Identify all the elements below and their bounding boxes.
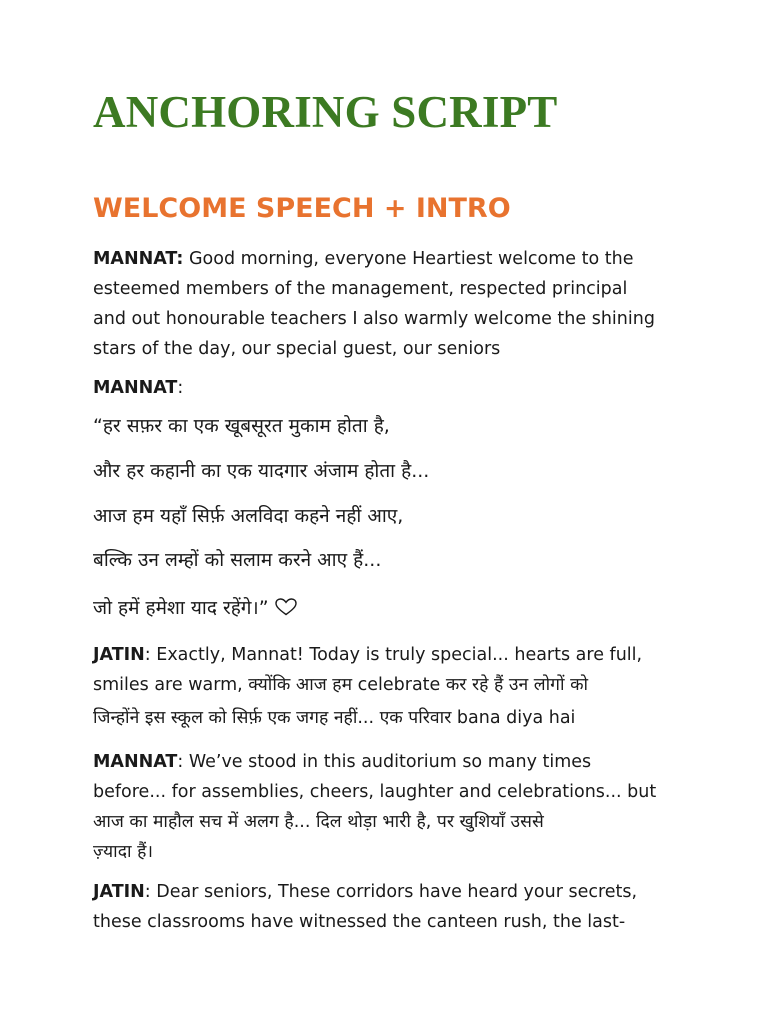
paragraph-text-line: these classrooms have witnessed the canteen rush, the last- bbox=[93, 912, 626, 932]
speaker-colon: : bbox=[177, 378, 184, 398]
paragraph-text-line: smiles are warm, क्योंकि आज हम celebrate कर रहे हैं उन लोगों को bbox=[93, 675, 589, 695]
poem-line: “हर सफ़र का एक खूबसूरत मुकाम होता है, bbox=[93, 415, 390, 437]
speaker-name: MANNAT bbox=[93, 752, 178, 772]
paragraph-text-line: and out honourable teachers I also warmly welcome the shining bbox=[93, 309, 655, 329]
paragraph-jatin-special bbox=[93, 640, 693, 736]
paragraph-text-line: : Dear seniors, These corridors have heard your secrets, bbox=[144, 882, 638, 902]
paragraph-text-line: जिन्होंने इस स्कूल को सिर्फ़ एक जगह नहीं... एक परिवार bana diya hai bbox=[93, 708, 576, 728]
paragraph-text-line: Good morning, everyone Heartiest welcome to the bbox=[183, 249, 634, 269]
paragraph-text-line: आज का माहौल सच में अलग है... दिल थोड़ा भारी है, पर खुशियाँ उससे bbox=[93, 812, 544, 832]
section-heading: WELCOME SPEECH + INTRO bbox=[93, 193, 511, 224]
speaker-name: MANNAT bbox=[93, 378, 178, 398]
paragraph-mannat-welcome bbox=[93, 244, 693, 364]
paragraph-text-line: stars of the day, our special guest, our seniors bbox=[93, 339, 501, 359]
paragraph-text-line: ज़्यादा हैं। bbox=[93, 842, 154, 862]
paragraph-text-line: before... for assemblies, cheers, laughter and celebrations... but bbox=[93, 782, 657, 802]
paragraph-mannat-auditorium bbox=[93, 747, 693, 867]
speaker-name: JATIN bbox=[93, 882, 145, 902]
speaker-name: JATIN bbox=[93, 645, 145, 665]
poem-line: और हर कहानी का एक यादगार अंजाम होता है... bbox=[93, 460, 430, 482]
paragraph-jatin-seniors bbox=[93, 877, 693, 937]
paragraph-mannat-poem-intro bbox=[93, 373, 693, 403]
document-title: ANCHORING SCRIPT bbox=[93, 87, 558, 137]
paragraph-text-line: : Exactly, Mannat! Today is truly special... hearts are full, bbox=[144, 645, 643, 665]
poem-line-text: जो हमें हमेशा याद रहेंगे।” bbox=[93, 597, 269, 619]
poem-line: आज हम यहाँ सिर्फ़ अलविदा कहने नहीं आए, bbox=[93, 505, 404, 527]
heart-outline-icon bbox=[275, 598, 297, 616]
paragraph-text-line: esteemed members of the management, respected principal bbox=[93, 279, 628, 299]
paragraph-text-line: : We’ve stood in this auditorium so many times bbox=[177, 752, 592, 772]
poem-line: बल्कि उन लम्हों को सलाम करने आए हैं... bbox=[93, 549, 382, 571]
poem-line-last bbox=[93, 594, 297, 620]
speaker-name: MANNAT: bbox=[93, 249, 184, 269]
